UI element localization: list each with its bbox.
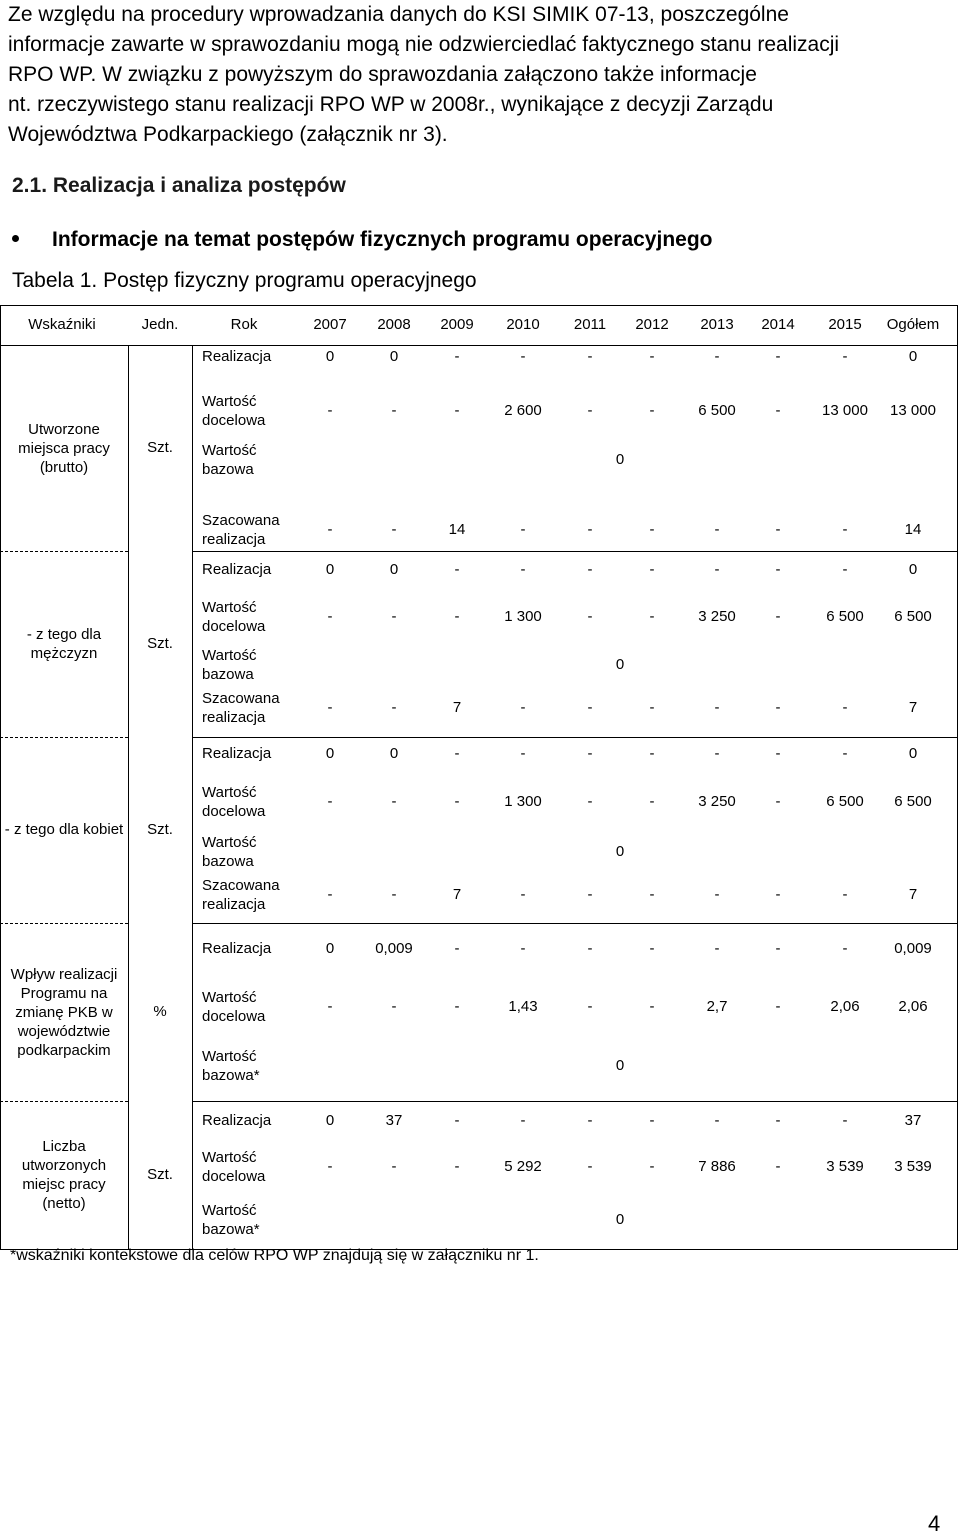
group-dashed-divider xyxy=(0,923,128,924)
table-cell: - xyxy=(714,1112,720,1129)
table-cell: - xyxy=(649,521,655,538)
table-cell: - xyxy=(391,402,397,419)
column-header: Ogółem xyxy=(886,316,940,333)
progress-table xyxy=(0,305,958,1249)
table-cell: - xyxy=(775,521,781,538)
subsection-title xyxy=(12,228,712,252)
table-cell: - xyxy=(842,745,848,762)
column-header: 2007 xyxy=(313,316,347,333)
table-cell: - xyxy=(587,521,593,538)
row-label: Realizacja xyxy=(202,940,272,957)
table-cell: - xyxy=(454,745,460,762)
table-cell: - xyxy=(327,699,333,716)
table-cell: - xyxy=(649,940,655,957)
merged-value: 0 xyxy=(615,1057,625,1074)
table-cell: - xyxy=(454,348,460,365)
table-cell: - xyxy=(587,793,593,810)
table-cell: - xyxy=(520,521,526,538)
table-cell: - xyxy=(327,886,333,903)
row-label: Wartość docelowa xyxy=(202,393,266,429)
row-label-divider xyxy=(192,345,193,1249)
table-cell: 2,06 xyxy=(830,998,860,1015)
table-cell: - xyxy=(391,998,397,1015)
table-cell: 6 500 xyxy=(826,793,864,810)
column-header: 2014 xyxy=(761,316,795,333)
table-cell: - xyxy=(454,402,460,419)
table-cell: 7 xyxy=(452,699,462,716)
table-cell: - xyxy=(649,561,655,578)
unit-label: Szt. xyxy=(147,439,173,456)
unit-column-divider xyxy=(128,345,129,1249)
row-label: Wartość docelowa xyxy=(202,784,266,820)
row-label: Wartość docelowa xyxy=(202,599,266,635)
table-cell: 37 xyxy=(385,1112,403,1129)
table-cell: - xyxy=(775,1112,781,1129)
table-cell: - xyxy=(327,793,333,810)
table-cell: - xyxy=(454,561,460,578)
unit-label: Szt. xyxy=(147,1166,173,1183)
column-header: Rok xyxy=(230,316,258,333)
table-cell: 0 xyxy=(389,745,399,762)
table-cell: - xyxy=(714,886,720,903)
table-cell: 0 xyxy=(908,348,918,365)
column-header: 2009 xyxy=(440,316,474,333)
table-cell: - xyxy=(775,561,781,578)
table-cell: - xyxy=(587,348,593,365)
table-cell: 1 300 xyxy=(504,608,542,625)
table-cell: - xyxy=(842,561,848,578)
column-header: 2012 xyxy=(635,316,669,333)
table-cell: 7 886 xyxy=(698,1158,736,1175)
row-label: Szacowana realizacja xyxy=(202,512,280,548)
intro-line: informacje zawarte w sprawozdaniu mogą nie odzwierciedlać faktycznego stanu realizacji xyxy=(8,33,840,56)
unit-label: Szt. xyxy=(147,635,173,652)
table-cell: - xyxy=(520,561,526,578)
row-label: Wartość bazowa xyxy=(202,442,257,478)
merged-value: 0 xyxy=(615,1211,625,1228)
table-cell: 3 250 xyxy=(698,608,736,625)
row-label: Realizacja xyxy=(202,1112,272,1129)
table-border-left xyxy=(0,305,1,1249)
row-label: Wartość bazowa xyxy=(202,834,257,870)
table-cell: - xyxy=(842,699,848,716)
table-cell: 0 xyxy=(325,348,335,365)
table-cell: - xyxy=(587,940,593,957)
group-dashed-divider xyxy=(0,1101,128,1102)
group-divider xyxy=(192,1101,957,1102)
table-cell: - xyxy=(714,699,720,716)
table-border-right xyxy=(957,305,958,1249)
row-label: Szacowana realizacja xyxy=(202,690,280,726)
indicator-label: Liczba utworzonych miejsc pracy (netto) xyxy=(21,1138,107,1212)
table-cell: - xyxy=(454,608,460,625)
merged-value: 0 xyxy=(615,451,625,468)
table-cell: 3 539 xyxy=(826,1158,864,1175)
table-cell: - xyxy=(649,348,655,365)
footnote: *wskaźniki kontekstowe dla celów RPO WP znajdują się w załączniku nr 1. xyxy=(10,1247,539,1264)
table-cell: - xyxy=(775,348,781,365)
table-cell: 7 xyxy=(908,699,918,716)
table-cell: 13 000 xyxy=(890,402,936,419)
table-cell: - xyxy=(587,745,593,762)
header-divider xyxy=(0,345,958,346)
table-cell: - xyxy=(391,1158,397,1175)
page-number: 4 xyxy=(928,1511,941,1536)
table-cell: 1,43 xyxy=(508,998,538,1015)
table-cell: - xyxy=(714,348,720,365)
bullet-icon xyxy=(12,235,19,242)
table-cell: - xyxy=(454,998,460,1015)
table-cell: - xyxy=(391,521,397,538)
table-cell: - xyxy=(842,886,848,903)
table-cell: 13 000 xyxy=(822,402,868,419)
table-cell: - xyxy=(454,1112,460,1129)
table-caption: Tabela 1. Postęp fizyczny programu operacyjnego xyxy=(12,269,477,292)
table-cell: - xyxy=(520,1112,526,1129)
table-cell: - xyxy=(327,608,333,625)
table-cell: - xyxy=(649,998,655,1015)
row-label: Wartość bazowa* xyxy=(202,1048,260,1084)
table-cell: - xyxy=(775,402,781,419)
table-cell: - xyxy=(327,1158,333,1175)
table-cell: 0 xyxy=(389,348,399,365)
table-cell: - xyxy=(775,793,781,810)
table-cell: - xyxy=(775,886,781,903)
row-label: Wartość bazowa xyxy=(202,647,257,683)
table-cell: - xyxy=(587,1158,593,1175)
column-header: 2011 xyxy=(573,316,607,333)
table-cell: 2 600 xyxy=(504,402,542,419)
row-label: Wartość docelowa xyxy=(202,989,266,1025)
table-border-top xyxy=(0,305,958,306)
table-cell: 0,009 xyxy=(894,940,932,957)
table-cell: 6 500 xyxy=(894,793,932,810)
row-label: Realizacja xyxy=(202,561,272,578)
table-cell: 0 xyxy=(389,561,399,578)
table-cell: - xyxy=(454,940,460,957)
table-cell: - xyxy=(714,521,720,538)
row-label: Realizacja xyxy=(202,745,272,762)
column-header: 2008 xyxy=(377,316,411,333)
table-cell: - xyxy=(587,561,593,578)
table-cell: 3 250 xyxy=(698,793,736,810)
table-cell: - xyxy=(649,402,655,419)
section-title: 2.1. Realizacja i analiza postępów xyxy=(12,174,346,197)
intro-line: Województwa Podkarpackiego (załącznik nr 3). xyxy=(8,123,448,146)
table-cell: 6 500 xyxy=(826,608,864,625)
column-header: Jedn. xyxy=(141,316,179,333)
table-cell: 14 xyxy=(904,521,922,538)
table-cell: - xyxy=(587,402,593,419)
table-cell: - xyxy=(775,608,781,625)
intro-paragraph xyxy=(8,0,948,150)
merged-value: 0 xyxy=(615,656,625,673)
table-cell: - xyxy=(327,998,333,1015)
column-header: 2010 xyxy=(506,316,540,333)
unit-label: Szt. xyxy=(147,821,173,838)
table-cell: - xyxy=(775,745,781,762)
table-cell: - xyxy=(649,1112,655,1129)
table-cell: - xyxy=(520,745,526,762)
subsection-title-text: Informacje na temat postępów fizycznych programu operacyjnego xyxy=(52,228,713,251)
table-cell: - xyxy=(649,699,655,716)
table-cell: - xyxy=(391,793,397,810)
table-cell: - xyxy=(714,745,720,762)
table-cell: 14 xyxy=(448,521,466,538)
table-cell: - xyxy=(587,608,593,625)
table-cell: - xyxy=(714,940,720,957)
table-cell: - xyxy=(454,1158,460,1175)
table-cell: - xyxy=(775,699,781,716)
table-cell: - xyxy=(649,608,655,625)
column-header: Wskaźniki xyxy=(28,316,96,333)
table-cell: 2,06 xyxy=(898,998,928,1015)
table-cell: 6 500 xyxy=(894,608,932,625)
intro-line: nt. rzeczywistego stanu realizacji RPO WP w 2008r., wynikające z decyzji Zarządu xyxy=(8,93,774,116)
table-cell: - xyxy=(520,886,526,903)
intro-line: RPO WP. W związku z powyższym do sprawozdania załączono także informacje xyxy=(8,63,757,86)
table-cell: - xyxy=(327,402,333,419)
table-cell: 0 xyxy=(325,940,335,957)
table-cell: - xyxy=(714,561,720,578)
table-cell: 7 xyxy=(908,886,918,903)
indicator-label: Utworzone miejsca pracy (brutto) xyxy=(18,420,110,476)
table-cell: - xyxy=(775,940,781,957)
table-cell: - xyxy=(520,940,526,957)
table-cell: 0 xyxy=(325,745,335,762)
table-cell: - xyxy=(520,699,526,716)
indicator-label: - z tego dla kobiet xyxy=(4,821,124,838)
table-cell: - xyxy=(649,886,655,903)
column-header: 2013 xyxy=(700,316,734,333)
row-label: Wartość bazowa* xyxy=(202,1202,260,1238)
table-cell: 2,7 xyxy=(706,998,728,1015)
table-cell: 0 xyxy=(325,1112,335,1129)
table-cell: - xyxy=(327,521,333,538)
table-cell: 6 500 xyxy=(698,402,736,419)
table-cell: 1 300 xyxy=(504,793,542,810)
table-cell: - xyxy=(587,886,593,903)
table-cell: 0,009 xyxy=(375,940,413,957)
table-cell: - xyxy=(391,699,397,716)
table-cell: 0 xyxy=(908,745,918,762)
group-dashed-divider xyxy=(0,551,128,552)
table-cell: 0 xyxy=(325,561,335,578)
intro-line: Ze względu na procedury wprowadzania danych do KSI SIMIK 07-13, poszczególne xyxy=(8,3,789,26)
table-cell: - xyxy=(775,998,781,1015)
table-cell: - xyxy=(587,699,593,716)
group-dashed-divider xyxy=(0,737,128,738)
group-divider xyxy=(192,923,957,924)
indicator-label: Wpływ realizacji Programu na zmianę PKB w województwie podkarpackim xyxy=(10,965,118,1059)
indicator-label: - z tego dla mężczyzn xyxy=(26,626,102,662)
row-label: Realizacja xyxy=(202,348,272,365)
table-cell: 5 292 xyxy=(504,1158,542,1175)
table-cell: 37 xyxy=(904,1112,922,1129)
table-cell: 7 xyxy=(452,886,462,903)
column-header: 2015 xyxy=(828,316,862,333)
table-cell: - xyxy=(775,1158,781,1175)
table-cell: 0 xyxy=(908,561,918,578)
unit-label: % xyxy=(153,1003,167,1020)
group-divider xyxy=(192,551,957,552)
row-label: Szacowana realizacja xyxy=(202,877,280,913)
table-cell: 3 539 xyxy=(894,1158,932,1175)
table-cell: - xyxy=(842,521,848,538)
row-label: Wartość docelowa xyxy=(202,1149,266,1185)
table-cell: - xyxy=(587,1112,593,1129)
table-cell: - xyxy=(842,1112,848,1129)
merged-value: 0 xyxy=(615,843,625,860)
table-cell: - xyxy=(842,940,848,957)
table-cell: - xyxy=(454,793,460,810)
table-cell: - xyxy=(587,998,593,1015)
table-cell: - xyxy=(520,348,526,365)
table-cell: - xyxy=(391,608,397,625)
group-divider xyxy=(192,737,957,738)
table-cell: - xyxy=(649,745,655,762)
table-cell: - xyxy=(649,1158,655,1175)
table-cell: - xyxy=(842,348,848,365)
table-cell: - xyxy=(649,793,655,810)
table-cell: - xyxy=(391,886,397,903)
